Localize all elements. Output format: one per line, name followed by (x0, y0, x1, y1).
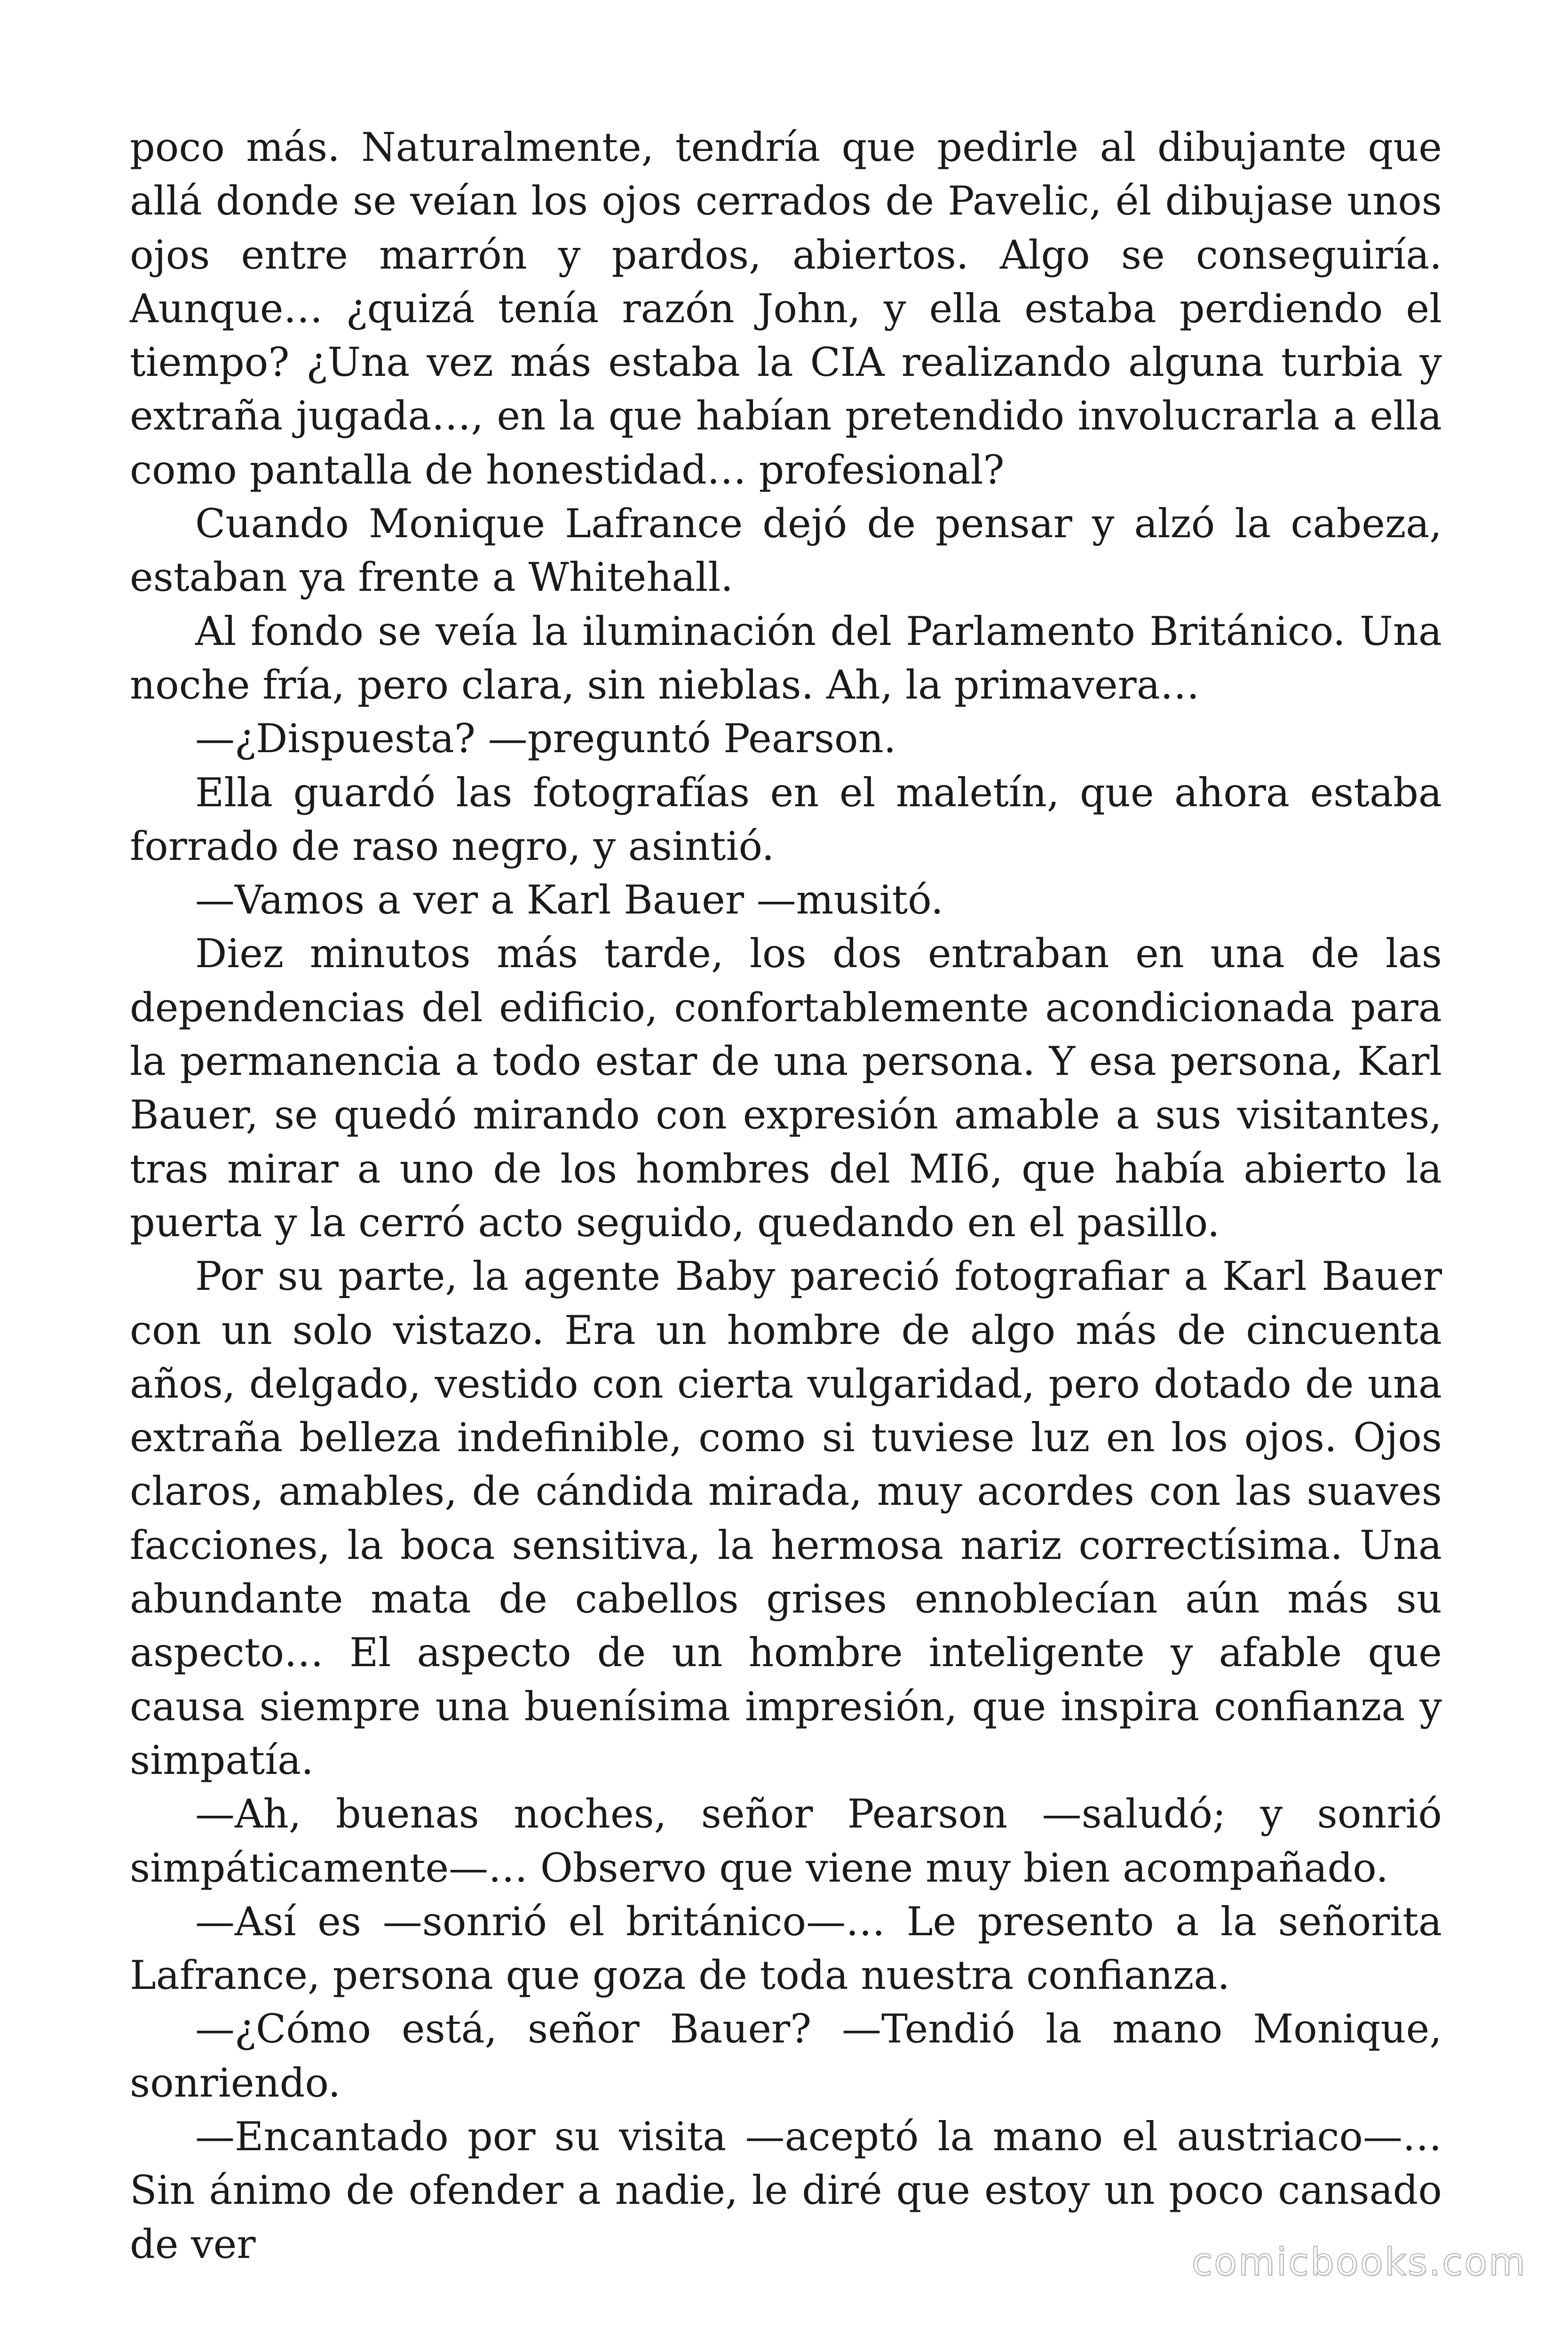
paragraph: —Así es —sonrió el británico—… Le presento a la señorita Lafrance, persona que goza de toda nuestra confianza. (130, 1898, 1442, 1999)
paragraph: Cuando Monique Lafrance dejó de pensar y alzó la cabeza, estaban ya frente a Whitehall. (130, 501, 1442, 601)
paragraph: —¿Dispuesta? —preguntó Pearson. (195, 715, 896, 762)
paragraph: Al fondo se veía la iluminación del Parlamento Británico. Una noche fría, pero clara, sin nieblas. Ah, la primavera… (130, 608, 1442, 708)
body-text (130, 120, 1442, 2271)
paragraph: Diez minutos más tarde, los dos entraban en una de las dependencias del edificio, confortablemente acondicionada para la permanencia a todo estar de una persona. Y esa persona, Karl Bauer, se quedó mirando con expresión amable a sus visitantes, tras mirar a uno de los hombres del MI6, que había abierto la puerta y la cerró acto seguido, quedando en el pasillo. (130, 930, 1442, 1246)
paragraph: Por su parte, la agente Baby pareció fotografiar a Karl Bauer con un solo vistazo. Era un hombre de algo más de cincuenta años, delgado, vestido con cierta vulgaridad, pero dotado de una extraña belleza indefinible, como si tuviese luz en los ojos. Ojos claros, amables, de cándida mirada, muy acordes con las suaves facciones, la boca sensitiva, la hermosa nariz correctísima. Una abundante mata de cabellos grises ennoblecían aún más su aspecto… El aspecto de un hombre inteligente y afable que causa siempre una buenísima impresión, que inspira confianza y simpatía. (130, 1253, 1442, 1783)
paragraph: —Ah, buenas noches, señor Pearson —saludó; y sonrió simpáticamente—… Observo que viene muy bien acompañado. (130, 1791, 1442, 1891)
paragraph: poco más. Naturalmente, tendría que pedirle al dibujante que allá donde se veían los ojos cerrados de Pavelic, él dibujase unos ojos entre marrón y pardos, abiertos. Algo se conseguiría. Aunque… ¿quizá tenía razón John, y ella estaba perdiendo el tiempo? ¿Una vez más estaba la CIA realizando alguna turbia y extraña jugada…, en la que habían pretendido involucrarla a ella como pantalla de honestidad… profesional? (130, 124, 1442, 493)
last-paragraph: —Encantado por su visita —aceptó la mano el austriaco—… Sin ánimo de ofender a nadie, le diré que estoy un poco cansado de ver (130, 2113, 1442, 2267)
watermark: comicbooks.com (1191, 2240, 1527, 2284)
paragraph: Ella guardó las fotografías en el maletín, que ahora estaba forrado de raso negro, y asintió. (130, 769, 1442, 869)
paragraph: —Vamos a ver a Karl Bauer —musitó. (195, 877, 943, 923)
paragraph: —¿Cómo está, señor Bauer? —Tendió la mano Monique, sonriendo. (130, 2006, 1442, 2106)
